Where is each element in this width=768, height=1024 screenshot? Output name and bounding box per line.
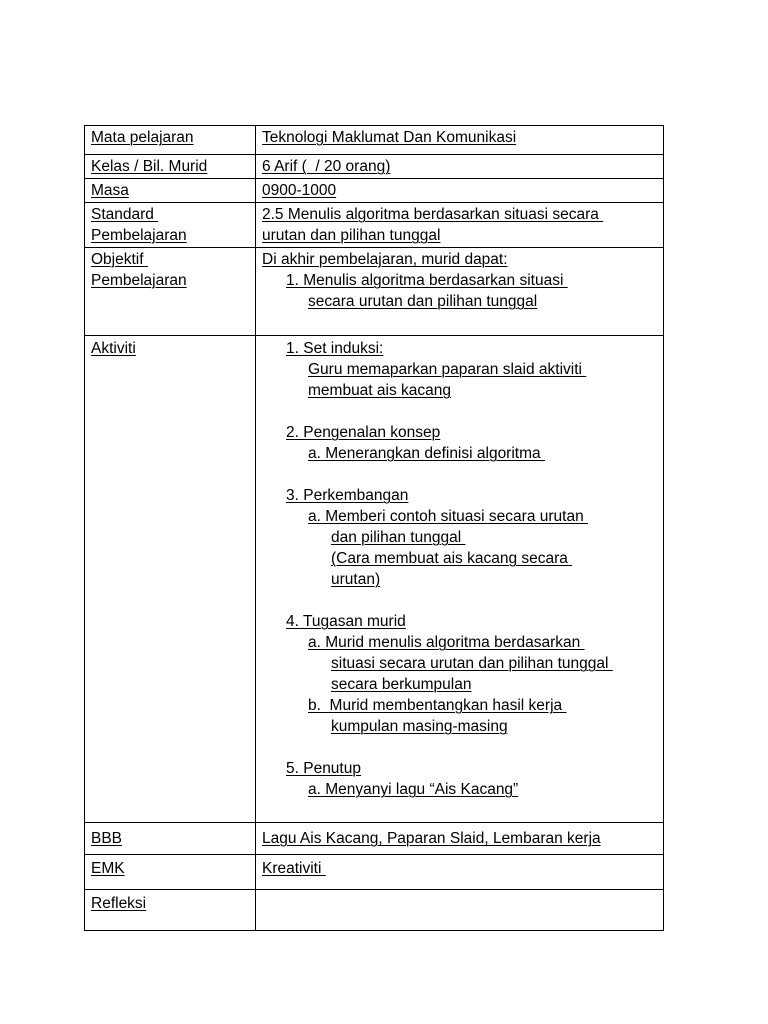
lesson-plan-table xyxy=(84,125,664,931)
label-masa xyxy=(85,179,256,203)
value-refleksi xyxy=(256,890,664,931)
masa-value: 0900-1000 xyxy=(262,182,337,199)
value-bbb xyxy=(256,823,664,855)
value-masa xyxy=(256,179,664,203)
aktiviti-label: Aktiviti xyxy=(91,340,136,357)
aktiviti-step-4-a: a. Murid menulis algoritma berdasarkan xyxy=(308,634,585,651)
label-mata-pelajaran xyxy=(85,126,256,155)
aktiviti-step-4-title: 4. Tugasan murid xyxy=(286,613,406,630)
aktiviti-step-3-title: 3. Perkembangan xyxy=(286,487,409,504)
value-standard xyxy=(256,203,664,248)
objektif-item-1-line-1: 1. Menulis algoritma berdasarkan situasi xyxy=(286,272,568,289)
row-emk xyxy=(85,855,664,890)
value-mata-pelajaran xyxy=(256,126,664,155)
standard-label-line-2: Pembelajaran xyxy=(91,227,187,244)
aktiviti-step-4-b-line-1: kumpulan masing-masing xyxy=(331,718,508,735)
emk-value: Kreativiti xyxy=(262,860,326,877)
row-standard xyxy=(85,203,664,248)
masa-label: Masa xyxy=(91,182,129,199)
label-aktiviti xyxy=(85,336,256,823)
standard-value-line-2: urutan dan pilihan tunggal xyxy=(262,227,441,244)
row-objektif xyxy=(85,248,664,336)
label-objektif xyxy=(85,248,256,336)
label-kelas xyxy=(85,155,256,179)
bbb-label: BBB xyxy=(91,830,123,847)
aktiviti-step-1-line-2: membuat ais kacang xyxy=(308,382,452,399)
aktiviti-step-4-a-line-1: situasi secara urutan dan pilihan tunggal xyxy=(331,655,613,672)
value-aktiviti xyxy=(256,336,664,823)
mata-pelajaran-label: Mata pelajaran xyxy=(91,129,194,146)
objektif-item-1-line-2: secara urutan dan pilihan tunggal xyxy=(308,293,538,310)
standard-label-line-1: Standard xyxy=(91,206,159,223)
aktiviti-step-2-title: 2. Pengenalan konsep xyxy=(286,424,441,441)
aktiviti-step-3-a-line-1: dan pilihan tunggal xyxy=(331,529,466,546)
aktiviti-step-4-b: b. Murid membentangkan hasil kerja xyxy=(308,697,567,714)
aktiviti-step-1-line-1: Guru memaparkan paparan slaid aktiviti xyxy=(308,361,587,378)
aktiviti-step-1-title: 1. Set induksi: xyxy=(286,340,384,357)
aktiviti-step-5-a: a. Menyanyi lagu “Ais Kacang” xyxy=(308,781,519,798)
aktiviti-step-3-a-line-2: (Cara membuat ais kacang secara xyxy=(331,550,573,567)
value-objektif xyxy=(256,248,664,336)
bbb-value: Lagu Ais Kacang, Paparan Slaid, Lembaran kerja xyxy=(262,830,601,847)
value-kelas xyxy=(256,155,664,179)
kelas-value: 6 Arif ( / 20 orang) xyxy=(262,158,391,175)
row-refleksi xyxy=(85,890,664,931)
row-aktiviti xyxy=(85,336,664,823)
row-mata-pelajaran xyxy=(85,126,664,155)
value-emk xyxy=(256,855,664,890)
row-kelas xyxy=(85,155,664,179)
label-refleksi xyxy=(85,890,256,931)
aktiviti-step-5-title: 5. Penutup xyxy=(286,760,361,777)
objektif-intro: Di akhir pembelajaran, murid dapat: xyxy=(262,251,508,268)
objektif-label-line-2: Pembelajaran xyxy=(91,272,187,289)
kelas-label: Kelas / Bil. Murid xyxy=(91,158,208,175)
standard-value-line-1: 2.5 Menulis algoritma berdasarkan situasi secara xyxy=(262,206,604,223)
label-bbb xyxy=(85,823,256,855)
mata-pelajaran-value: Teknologi Maklumat Dan Komunikasi xyxy=(262,129,517,146)
label-standard xyxy=(85,203,256,248)
aktiviti-step-4-a-line-2: secara berkumpulan xyxy=(331,676,472,693)
emk-label: EMK xyxy=(91,860,125,877)
objektif-label-line-1: Objektif xyxy=(91,251,148,268)
refleksi-label: Refleksi xyxy=(91,895,147,912)
row-masa xyxy=(85,179,664,203)
aktiviti-step-3-a: a. Memberi contoh situasi secara urutan xyxy=(308,508,588,525)
row-bbb xyxy=(85,823,664,855)
aktiviti-step-3-a-line-3: urutan) xyxy=(331,571,381,588)
aktiviti-step-2-a: a. Menerangkan definisi algoritma xyxy=(308,445,545,462)
label-emk xyxy=(85,855,256,890)
